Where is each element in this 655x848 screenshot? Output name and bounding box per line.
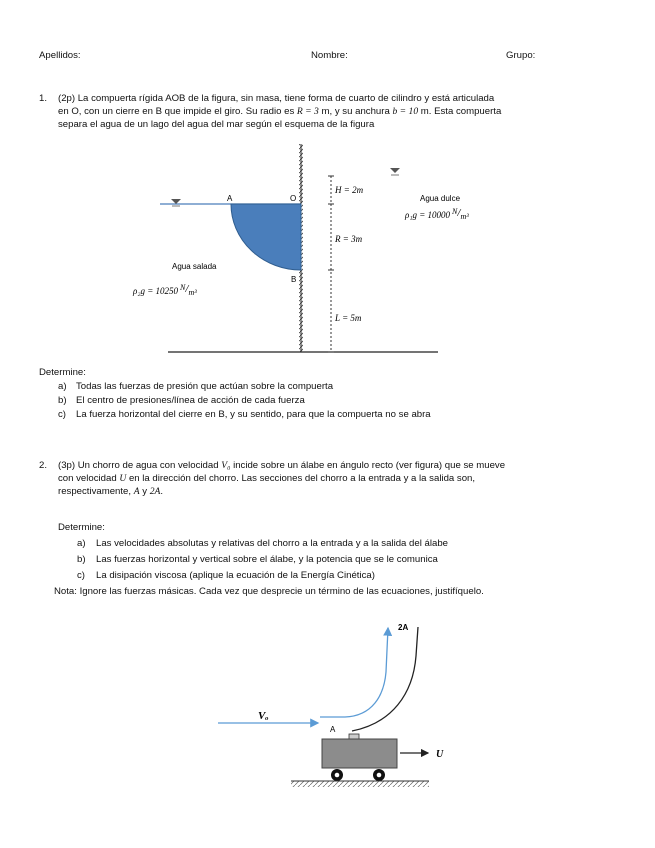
vane-blade bbox=[352, 627, 418, 731]
q1-statement bbox=[58, 92, 616, 131]
fig2-label-A: A bbox=[330, 725, 336, 734]
q2-statement bbox=[58, 459, 614, 498]
apellidos-label: Apellidos: bbox=[39, 50, 81, 61]
gate-quarter-cylinder bbox=[231, 204, 301, 270]
grupo-label: Grupo: bbox=[506, 50, 536, 61]
fig1-L: L = 5m bbox=[335, 313, 362, 323]
q1-line2c: m. Esta compuerta bbox=[418, 106, 502, 117]
q1-item-c-label: c) bbox=[58, 409, 66, 420]
q2-number: 2. bbox=[39, 460, 48, 471]
q2-item-a: Las velocidades absolutas y relativas del chorro a la entrada y a la salida del álabe bbox=[96, 538, 448, 549]
q2-line3c: . bbox=[160, 486, 164, 497]
fresh-surface-triangle bbox=[390, 168, 400, 173]
fig2-label-Vo: Vₒ bbox=[258, 710, 269, 722]
q1-b-eq: b = 10 bbox=[392, 106, 419, 117]
q1-line3: separa el agua de un lago del agua del mar según el esquema de la figura bbox=[58, 119, 375, 130]
vane-inlet-fitting bbox=[349, 734, 359, 739]
q2-v0: V₀ bbox=[221, 460, 231, 471]
q2-2a: 2A bbox=[149, 486, 161, 497]
agua-dulce-label: Agua dulce bbox=[420, 194, 461, 203]
fig1-label-B: B bbox=[291, 275, 297, 284]
fig1-R: R = 3m bbox=[335, 234, 363, 244]
wall-hatch bbox=[299, 144, 303, 352]
cart-body bbox=[322, 739, 397, 768]
q2-item-c: La disipación viscosa (aplique la ecuación de la Energía Cinética) bbox=[96, 570, 375, 581]
cart-wheel-left-hub bbox=[335, 773, 340, 778]
cart-wheel-right bbox=[373, 769, 385, 781]
agua-salada-label: Agua salada bbox=[172, 262, 217, 271]
q1-item-c: La fuerza horizontal del cierre en B, y su sentido, para que la compuerta no se abra bbox=[76, 409, 431, 420]
q2-item-b: Las fuerzas horizontal y vertical sobre el álabe, y la potencia que se le comunica bbox=[96, 554, 438, 565]
q2-item-b-label: b) bbox=[77, 554, 86, 565]
rho1-label: ρ₁g = 10000 N/m³ bbox=[405, 207, 469, 221]
q2-line3b: y bbox=[139, 486, 150, 497]
fig1-H: H = 2m bbox=[335, 185, 364, 195]
rho2-label: ρ₂g = 10250 N/m³ bbox=[133, 283, 197, 297]
q2-line1b: incide sobre un álabe en ángulo recto (ver figura) que se mueve bbox=[230, 460, 506, 471]
q1-item-a-label: a) bbox=[58, 381, 67, 392]
q1-line1: (2p) La compuerta rígida AOB de la figura, sin masa, tiene forma de cuarto de cilindro y está articulada bbox=[58, 93, 495, 104]
nombre-label: Nombre: bbox=[311, 50, 348, 61]
q2-a: A bbox=[133, 486, 140, 497]
fig2-label-2A: 2A bbox=[398, 623, 409, 632]
cart-wheel-left bbox=[331, 769, 343, 781]
q1-determine: Determine: bbox=[39, 367, 86, 378]
q2-determine: Determine: bbox=[58, 522, 105, 533]
ground-hatch bbox=[291, 781, 429, 787]
cart-wheel-right-hub bbox=[377, 773, 382, 778]
q2-item-a-label: a) bbox=[77, 538, 86, 549]
q2-line2a: con velocidad bbox=[58, 473, 120, 484]
q2-line2b: en la dirección del chorro. Las secciones del chorro a la entrada y a la salida son, bbox=[126, 473, 476, 484]
q2-u: U bbox=[119, 473, 127, 484]
q1-r-eq: R = 3 bbox=[296, 106, 319, 117]
q1-item-b-label: b) bbox=[58, 395, 67, 406]
q1-item-b: El centro de presiones/línea de acción de cada fuerza bbox=[76, 395, 305, 406]
q1-number: 1. bbox=[39, 93, 48, 104]
q1-line2a: en O, con un cierre en B que impide el giro. Su radio es bbox=[58, 106, 297, 117]
salt-surface-triangle bbox=[171, 199, 181, 204]
fig1-label-A: A bbox=[227, 194, 233, 203]
q2-item-c-label: c) bbox=[77, 570, 85, 581]
q2-line3a: respectivamente, bbox=[58, 486, 134, 497]
fig2-label-U: U bbox=[436, 749, 444, 760]
q1-line2b: m, y su anchura bbox=[318, 106, 393, 117]
q2-line1a: (3p) Un chorro de agua con velocidad bbox=[58, 460, 222, 471]
q1-item-a: Todas las fuerzas de presión que actúan sobre la compuerta bbox=[76, 381, 334, 392]
q2-nota: Nota: Ignore las fuerzas másicas. Cada vez que desprecie un término de las ecuaciones, justifíquelo. bbox=[54, 586, 484, 597]
fig1-label-O: O bbox=[290, 194, 297, 203]
jet-curved-stream bbox=[320, 628, 388, 717]
